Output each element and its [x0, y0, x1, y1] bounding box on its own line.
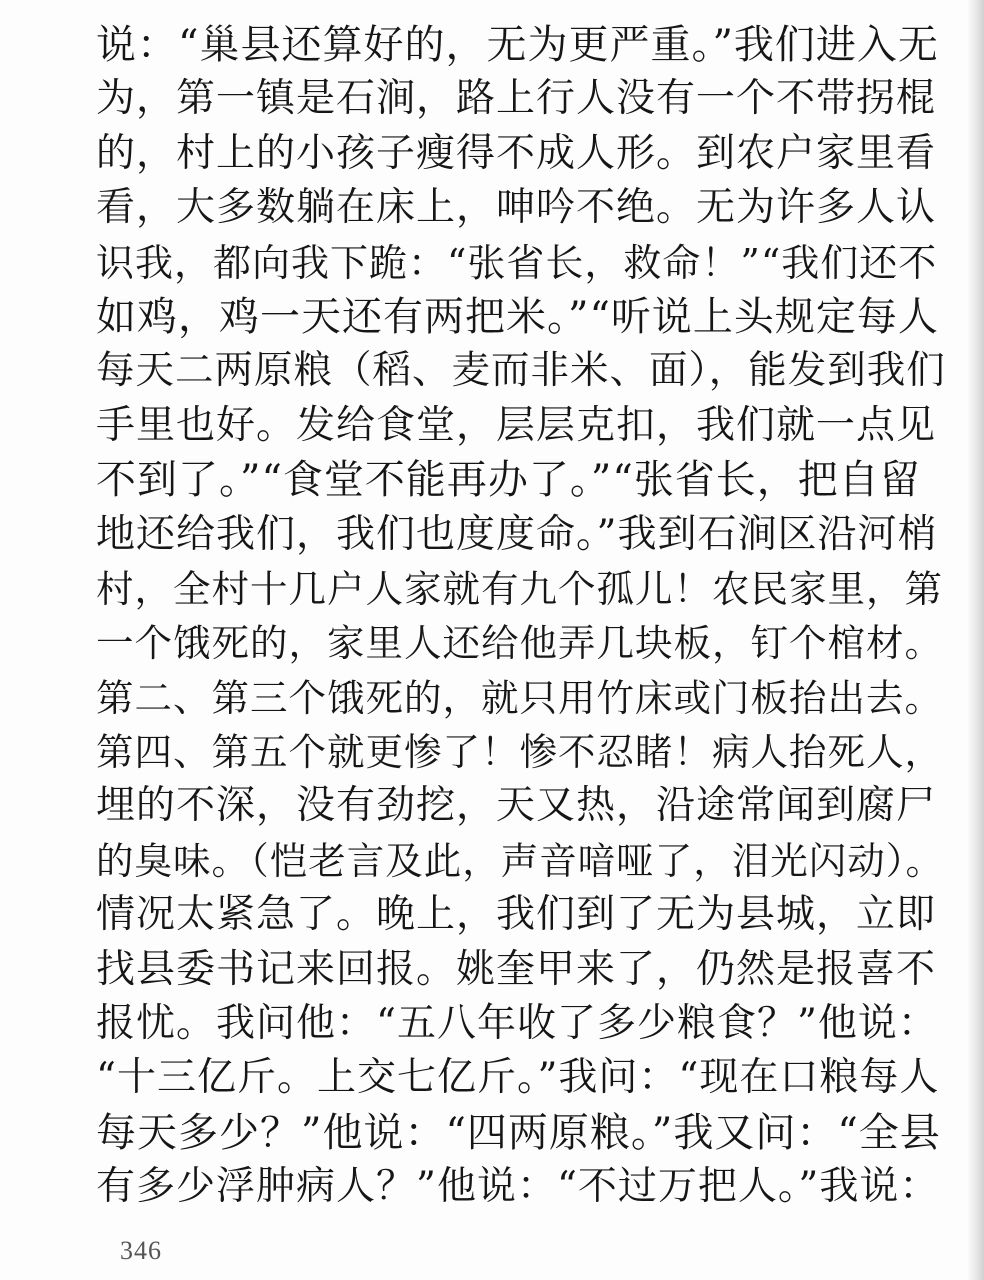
text-line-13: 第二、第三个饿死的，就只用竹床或门板抬出去。 [96, 675, 943, 720]
text-line-5: 识我，都向我下跪：“张省长，救命！”“我们还不 [96, 240, 938, 285]
text-line-10: 地还给我们，我们也度度命。”我到石涧区沿河梢 [96, 511, 938, 557]
text-line-8: 手里也好。发给食堂，层层克扣，我们就一点见 [96, 402, 937, 448]
text-line-6: 如鸡，鸡一天还有两把米。”“听说上头规定每人 [96, 293, 939, 340]
text-line-3: 的，村上的小孩子瘦得不成人形。到农户家里看 [96, 130, 937, 176]
text-line-18: 找县委书记来回报。姚奎甲来了，仍然是报喜不 [96, 946, 937, 992]
text-line-22: 有多少浮肿病人？”他说：“不过万把人。”我说： [96, 1164, 940, 1210]
text-line-14: 第四、第五个就更惨了！惨不忍睹！病人抬死人， [96, 730, 943, 775]
text-line-2: 为，第一镇是石涧，路上行人没有一个不带拐棍 [96, 76, 937, 122]
text-line-11: 村，全村十几户人家就有九个孤儿！农民家里，第 [96, 566, 943, 611]
body-text [96, 18, 946, 1215]
text-line-17: 情况太紧急了。晚上，我们到了无为县城，立即 [96, 892, 937, 938]
text-line-7: 每天二两原粮（稻、麦而非米、面），能发到我们 [96, 348, 946, 394]
page-edge-shadow [966, 0, 984, 1280]
text-line-15: 埋的不深，没有劲挖，天又热，沿途常闻到腐尸 [96, 783, 937, 829]
page-number: 346 [120, 1236, 162, 1265]
text-line-12: 一个饿死的，家里人还给他弄几块板，钉个棺材。 [96, 621, 943, 666]
text-line-16: 的臭味。（恺老言及此，声音喑哑了，泪光闪动）。 [96, 838, 944, 883]
text-line-20: “十三亿斤。上交七亿斤。”我问：“现在口粮每人 [96, 1055, 940, 1101]
text-line-4: 看，大多数躺在床上，呻吟不绝。无为许多人认 [96, 185, 937, 231]
text-line-9: 不到了。”“食堂不能再办了。”“张省长，把自留 [96, 457, 921, 504]
text-line-19: 报忧。我问他：“五八年收了多少粮食？”他说： [96, 1001, 938, 1047]
text-line-1: 说：“巢县还算好的，无为更严重。”我们进入无 [96, 22, 939, 68]
text-line-21: 每天多少？”他说：“四两原粮。”我又问：“全县 [96, 1109, 941, 1156]
